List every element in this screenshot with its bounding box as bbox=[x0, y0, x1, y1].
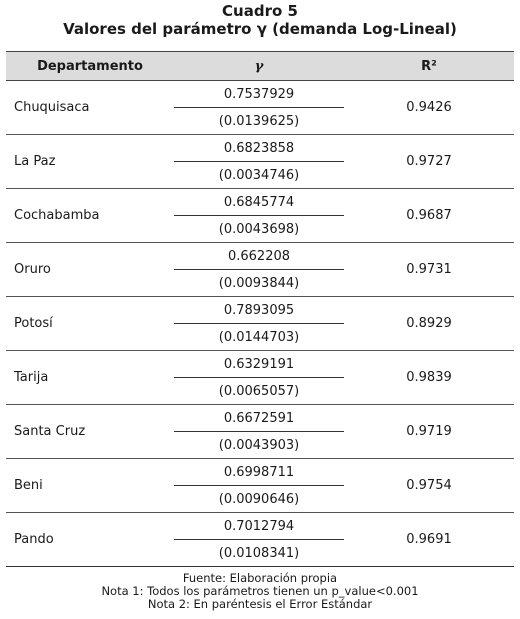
gamma-table bbox=[6, 51, 514, 567]
departamento-cell: Beni bbox=[14, 478, 43, 493]
gamma-cell bbox=[174, 81, 344, 134]
standard-error-value: (0.0034746) bbox=[218, 167, 300, 183]
departamento-cell: Pando bbox=[14, 532, 54, 547]
gamma-value: 0.7537929 bbox=[174, 81, 344, 108]
table-row bbox=[6, 459, 514, 513]
gamma-value: 0.6998711 bbox=[174, 459, 344, 486]
standard-error-value: (0.0043903) bbox=[218, 437, 300, 453]
r2-cell: 0.9731 bbox=[406, 262, 452, 277]
gamma-cell bbox=[174, 405, 344, 458]
r2-cell: 0.9727 bbox=[406, 154, 452, 169]
gamma-value: 0.662208 bbox=[174, 243, 344, 270]
table-number: Cuadro 5 bbox=[222, 2, 298, 20]
gamma-value: 0.6845774 bbox=[174, 189, 344, 216]
gamma-cell bbox=[174, 243, 344, 296]
gamma-cell bbox=[174, 189, 344, 242]
r2-cell: 0.9691 bbox=[406, 532, 452, 547]
gamma-cell bbox=[174, 135, 344, 188]
table-caption: Valores del parámetro γ (demanda Log-Lineal) bbox=[63, 20, 457, 38]
gamma-value: 0.7012794 bbox=[174, 513, 344, 540]
gamma-cell bbox=[174, 297, 344, 350]
table-row bbox=[6, 243, 514, 297]
table-row bbox=[6, 297, 514, 351]
standard-error-value: (0.0144703) bbox=[218, 329, 300, 345]
standard-error-value: (0.0139625) bbox=[218, 113, 300, 129]
standard-error-value: (0.0043698) bbox=[218, 221, 300, 237]
departamento-cell: Chuquisaca bbox=[14, 100, 90, 115]
departamento-cell: La Paz bbox=[14, 154, 56, 169]
standard-error-value: (0.0065057) bbox=[218, 383, 300, 399]
table-row bbox=[6, 351, 514, 405]
table-row bbox=[6, 135, 514, 189]
table-title bbox=[0, 2, 520, 38]
departamento-cell: Tarija bbox=[14, 370, 49, 385]
standard-error-value: (0.0090646) bbox=[218, 491, 300, 507]
standard-error-value: (0.0108341) bbox=[218, 545, 300, 561]
table-row bbox=[6, 405, 514, 459]
r2-cell: 0.9719 bbox=[406, 424, 452, 439]
gamma-cell bbox=[174, 459, 344, 512]
note-1: Nota 1: Todos los parámetros tienen un p_value<0.001 bbox=[101, 584, 419, 598]
table-row bbox=[6, 513, 514, 567]
header-gamma: γ bbox=[254, 58, 264, 74]
standard-error-value: (0.0093844) bbox=[218, 275, 300, 291]
table-notes bbox=[0, 572, 520, 611]
note-2: Nota 2: En paréntesis el Error Estándar bbox=[147, 597, 373, 611]
gamma-cell bbox=[174, 513, 344, 566]
r2-cell: 0.9839 bbox=[406, 370, 452, 385]
gamma-value: 0.6823858 bbox=[174, 135, 344, 162]
table-header bbox=[6, 51, 514, 81]
departamento-cell: Santa Cruz bbox=[14, 424, 86, 439]
header-r2: R² bbox=[421, 58, 437, 74]
table-row bbox=[6, 81, 514, 135]
r2-cell: 0.9754 bbox=[406, 478, 452, 493]
table-body bbox=[6, 81, 514, 567]
departamento-cell: Oruro bbox=[14, 262, 51, 277]
departamento-cell: Cochabamba bbox=[14, 208, 100, 223]
r2-cell: 0.9426 bbox=[406, 100, 452, 115]
table-row bbox=[6, 189, 514, 243]
gamma-value: 0.6329191 bbox=[174, 351, 344, 378]
gamma-cell bbox=[174, 351, 344, 404]
header-departamento: Departamento bbox=[37, 58, 143, 74]
source-note: Fuente: Elaboración propia bbox=[182, 571, 338, 585]
gamma-value: 0.7893095 bbox=[174, 297, 344, 324]
r2-cell: 0.8929 bbox=[406, 316, 452, 331]
departamento-cell: Potosí bbox=[14, 316, 53, 331]
gamma-value: 0.6672591 bbox=[174, 405, 344, 432]
r2-cell: 0.9687 bbox=[406, 208, 452, 223]
